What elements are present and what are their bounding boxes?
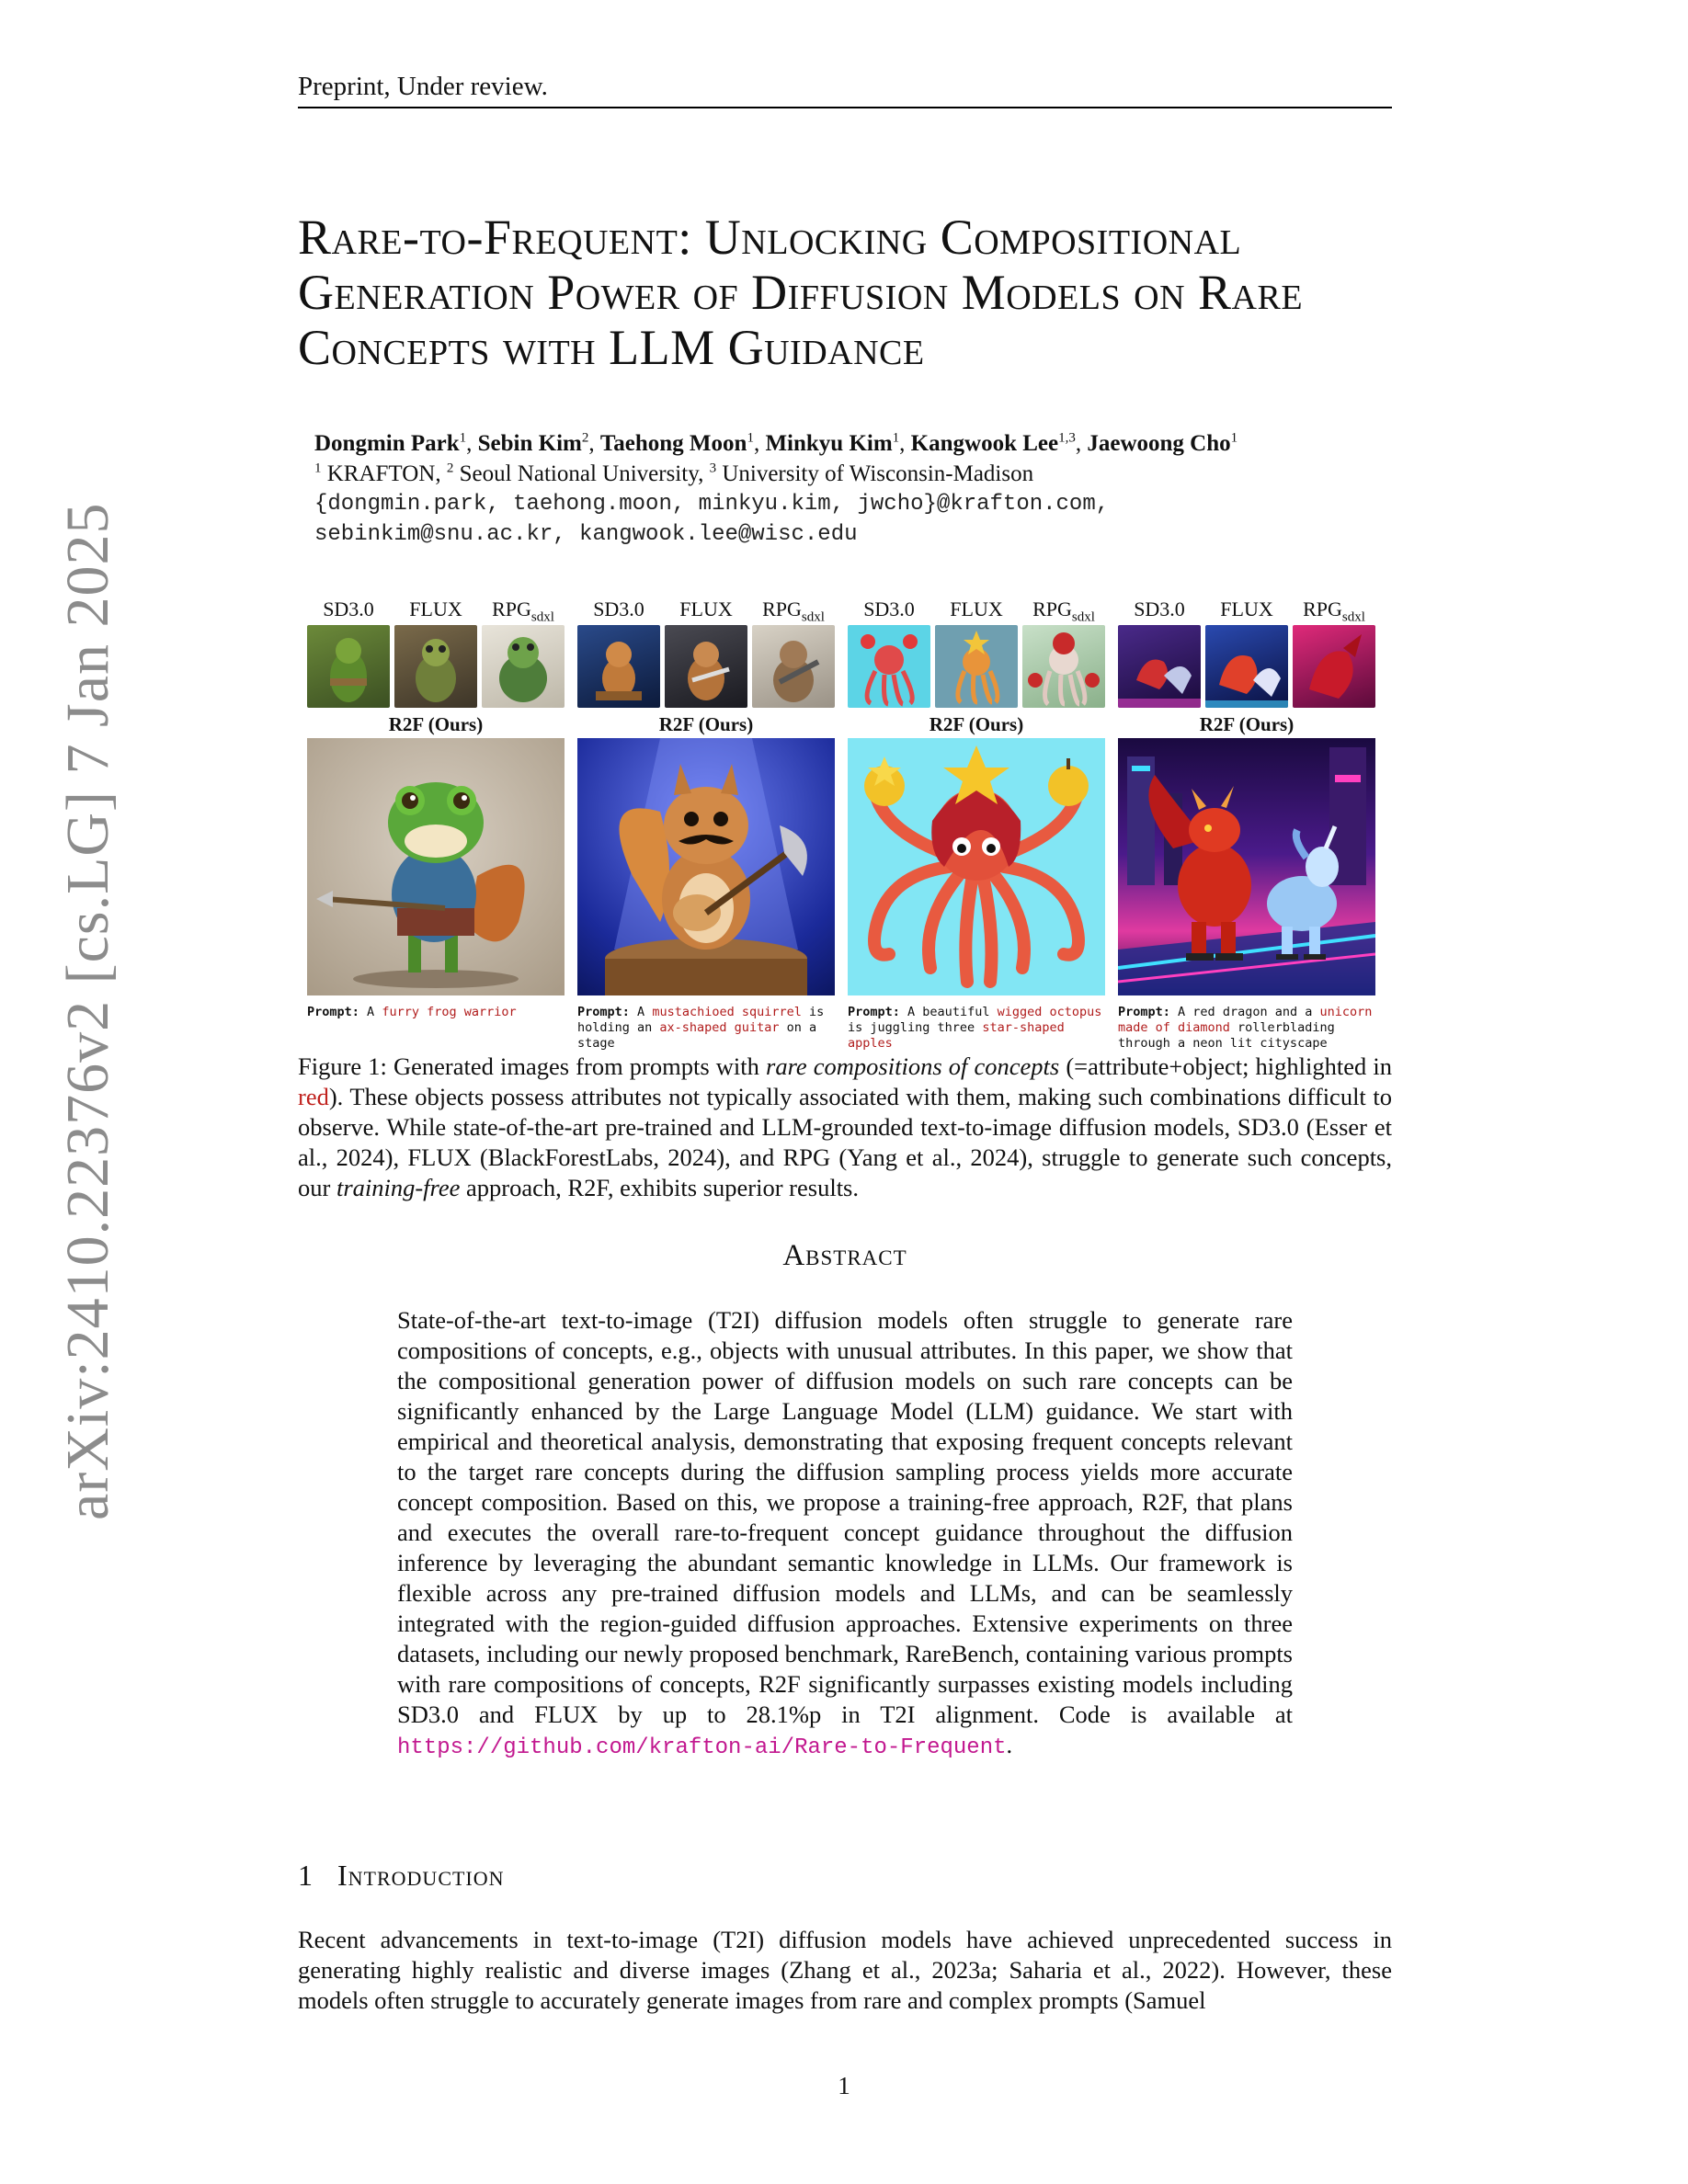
sd3-octopus-image (848, 625, 930, 708)
sd3-frog-image (307, 625, 390, 708)
label-flux: FLUX (679, 597, 733, 620)
r2f-label: R2F (Ours) (1199, 713, 1295, 735)
flux-dragon-image (1205, 625, 1288, 708)
introduction-text: Recent advancements in text-to-image (T2I) diffusion models have achieved unprecedented success in generating highly realistic and diverse images (Zhang et al., 2023a; Saharia et al., 2022). However, these models often struggle to accurately generate images from rare and complex prompts (Samuel (298, 1926, 1392, 2014)
author: Sebin Kim (477, 431, 582, 456)
author-emails-line1: {dongmin.park, taehong.moon, minkyu.kim, jwcho}@krafton.com, (314, 492, 1110, 517)
affiliations: $^1$ KRAFTON, $^2$ Seoul National University, $^3$ University of Wisconsin-Madison (314, 461, 1034, 486)
label-rpg: $RPG_{sdxl}$ (492, 597, 554, 625)
author: Kangwook Lee (910, 431, 1059, 456)
figure-group-dragon (1118, 597, 1375, 1051)
rpg-squirrel-image (752, 625, 835, 708)
label-rpg: $RPG_{sdxl}$ (1303, 597, 1365, 625)
running-header: Preprint, Under review. (298, 72, 548, 101)
sd3-dragon-image (1118, 625, 1201, 708)
section-heading-introduction: 1 Introduction (298, 1859, 505, 1892)
r2f-label: R2F (Ours) (388, 713, 484, 735)
prompt-octopus: Prompt: A beautiful wigged octopus is juggling three star-shaped apples (848, 1005, 1102, 1051)
sd3-squirrel-image (577, 625, 660, 708)
label-sd3: SD3.0 (323, 597, 374, 620)
rpg-dragon-image (1293, 625, 1375, 708)
r2f-wigged-octopus-image (848, 738, 1105, 995)
paper-title: Rare-to-Frequent: Unlocking Compositional Generation Power of Diffusion Models on Rare Concepts with LLM Guidance (298, 210, 1304, 375)
label-sd3: SD3.0 (593, 597, 644, 620)
abstract-heading: Abstract (782, 1239, 907, 1272)
figure-caption: Figure 1: Generated images from prompts with rare compositions of concepts (=attribute+object; highlighted in red). These objects possess attributes not typically associated with them, making such combinations difficult to observe. While state-of-the-art pre-trained and LLM-grounded text-to-image diffusion models, SD3.0 (Esser et al., 2024), FLUX (BlackForestLabs, 2024), and RPG (Yang et al., 2024), struggle to generate such concepts, our training-free approach, R2F, exhibits superior results. (298, 1052, 1392, 1201)
flux-squirrel-image (665, 625, 747, 708)
flux-frog-image (394, 625, 477, 708)
author: Minkyu Kim (765, 431, 893, 456)
label-rpg: $RPG_{sdxl}$ (1032, 597, 1095, 625)
r2f-label: R2F (Ours) (658, 713, 754, 735)
label-sd3: SD3.0 (863, 597, 915, 620)
r2f-frog-warrior-image (307, 738, 565, 995)
code-link[interactable]: https://github.com/krafton-ai/Rare-to-Frequent (397, 1735, 1007, 1760)
r2f-mustachioed-squirrel-image (577, 738, 835, 995)
r2f-label: R2F (Ours) (929, 713, 1024, 735)
label-sd3: SD3.0 (1134, 597, 1185, 620)
label-flux: FLUX (950, 597, 1003, 620)
author: Taehong Moon (599, 431, 747, 456)
rpg-octopus-image (1022, 625, 1105, 708)
page-number: 1 (838, 2072, 850, 2099)
header-rule (298, 107, 1392, 108)
prompt-dragon: Prompt: A red dragon and a unicorn made of diamond rollerblading through a neon lit cityscape (1118, 1005, 1373, 1051)
flux-octopus-image (935, 625, 1018, 708)
figure-group-squirrel (577, 597, 835, 1051)
author-emails-line2: sebinkim@snu.ac.kr, kangwook.lee@wisc.edu (314, 522, 858, 547)
label-flux: FLUX (409, 597, 462, 620)
author-names: Dongmin Park$^1$, Sebin Kim$^2$, Taehong Moon$^1$, Minkyu Kim$^1$, Kangwook Lee$^{1,3}$, Jaewoong Cho$^1$ (314, 430, 1238, 456)
abstract-body: State-of-the-art text-to-image (T2I) diffusion models often struggle to generate rare compositions of concepts, e.g., objects with unusual attributes. In this paper, we show that the compositional generation power of diffusion models on such rare concepts can be significantly enhanced by the Large Language Model (LLM) guidance. We start with empirical and theoretical analysis, demonstrating that exposing frequent concepts relevant to the target rare concepts during the diffusion sampling process yields more accurate concept composition. Based on this, we propose a training-free approach, R2F, that plans and executes the overall rare-to-frequent concept guidance throughout the diffusion inference by leveraging the abundant semantic knowledge in LLMs. Our framework is flexible across any pre-trained diffusion models and LLMs, and can be seamlessly integrated with the region-guided diffusion approaches. Extensive experiments on three datasets, including our newly proposed benchmark, RareBench, containing various prompts with rare compositions of concepts, R2F significantly surpasses existing models including SD3.0 and FLUX by up to 28.1%p in T2I alignment. Code is available at https://github.com/krafton-ai/Rare-to-Frequent. (397, 1306, 1293, 1760)
author: Jaewoong Cho (1087, 431, 1231, 456)
label-flux: FLUX (1220, 597, 1273, 620)
author: Dongmin Park (314, 431, 460, 456)
figure-group-octopus (848, 597, 1105, 1051)
arxiv-stamp: arXiv:2410.22376v2 [cs.LG] 7 Jan 2025 (54, 502, 121, 1520)
rpg-frog-image (482, 625, 565, 708)
prompt-frog: Prompt: A furry frog warrior (307, 1005, 517, 1019)
r2f-dragon-unicorn-image (1118, 738, 1375, 995)
prompt-squirrel: Prompt: A mustachioed squirrel is holding an ax-shaped guitar on a stage (577, 1005, 825, 1051)
figure-group-frog (307, 597, 565, 1019)
label-rpg: $RPG_{sdxl}$ (762, 597, 825, 625)
author-block (314, 428, 1399, 550)
